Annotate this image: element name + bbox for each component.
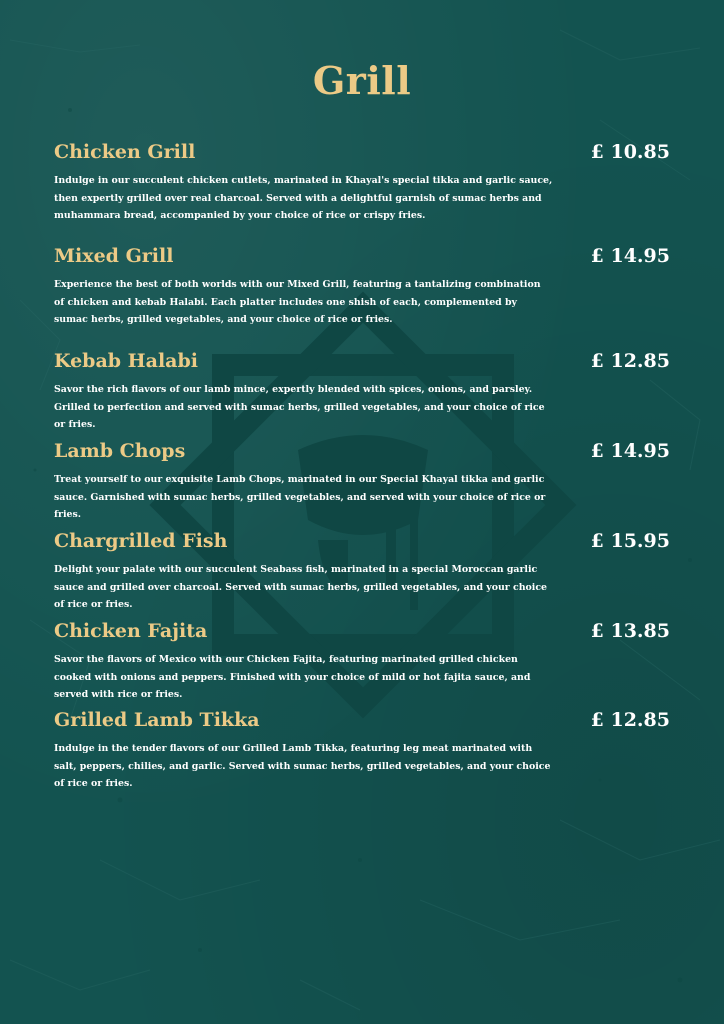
item-description: Indulge in our succulent chicken cutlets, marinated in Khayal's special tikka and garlic sauce, then expertly grilled over real charcoal. Served with a delightful garnish of sumac herbs and muhammara bread, accompanied by your choice of rice or crispy fries. xyxy=(54,175,553,221)
item-description: Experience the best of both worlds with our Mixed Grill, featuring a tantalizing combination of chicken and kebab Halabi. Each platter includes one shish of each, complemented by sumac herbs, grilled vegetables, and your choice of rice or fries. xyxy=(54,279,541,325)
item-price: £ 15.95 xyxy=(590,530,670,552)
item-price: £ 12.85 xyxy=(590,709,670,731)
item-price: £ 13.85 xyxy=(590,620,670,642)
item-name: Mixed Grill xyxy=(54,245,174,267)
item-description: Savor the rich flavors of our lamb mince, expertly blended with spices, onions, and parsley. Grilled to perfection and served with sumac herbs, grilled vegetables, and your choice of rice or fries. xyxy=(54,384,545,430)
item-description: Savor the flavors of Mexico with our Chicken Fajita, featuring marinated grilled chicken cooked with onions and peppers. Finished with your choice of mild or hot fajita sauce, and served with rice or fries. xyxy=(54,654,531,700)
item-name: Lamb Chops xyxy=(54,440,186,462)
item-price: £ 14.95 xyxy=(590,245,670,267)
item-price: £ 10.85 xyxy=(590,141,670,163)
item-description: Indulge in the tender flavors of our Grilled Lamb Tikka, featuring leg meat marinated with salt, peppers, chilies, and garlic. Served with sumac herbs, grilled vegetables, and your choice of rice or fries. xyxy=(54,743,551,789)
item-name: Chargrilled Fish xyxy=(54,530,228,552)
item-name: Kebab Halabi xyxy=(54,350,198,372)
item-description: Treat yourself to our exquisite Lamb Chops, marinated in our Special Khayal tikka and garlic sauce. Garnished with sumac herbs, grilled vegetables, and served with your choice of rice or fries. xyxy=(54,474,546,520)
item-price: £ 12.85 xyxy=(590,350,670,372)
item-name: Chicken Grill xyxy=(54,141,196,163)
page-title: Grill xyxy=(312,58,412,103)
item-name: Grilled Lamb Tikka xyxy=(54,709,260,731)
item-name: Chicken Fajita xyxy=(54,620,208,642)
item-description: Delight your palate with our succulent Seabass fish, marinated in a special Moroccan garlic sauce and grilled over charcoal. Served with sumac herbs, grilled vegetables, and your choice of rice or fries. xyxy=(54,564,548,610)
item-price: £ 14.95 xyxy=(590,440,670,462)
